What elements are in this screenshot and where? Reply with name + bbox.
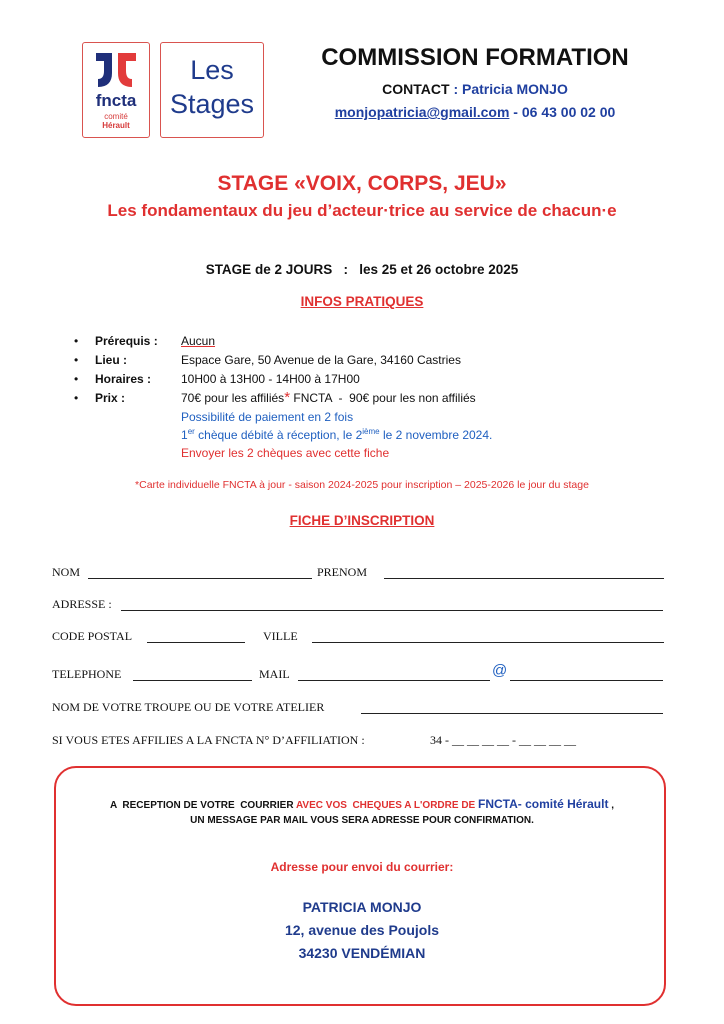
fncta-comite-label: comité xyxy=(104,112,128,121)
telephone-label: TELEPHONE xyxy=(52,667,122,681)
lieu-label: Lieu : xyxy=(95,353,127,367)
cheque-line xyxy=(181,427,492,443)
contact-name: Patricia MONJO xyxy=(462,81,568,97)
telephone-field[interactable] xyxy=(133,680,252,681)
horaires-label: Horaires : xyxy=(95,372,152,386)
prenom-field[interactable] xyxy=(384,578,664,579)
contact-separator: - xyxy=(509,104,522,120)
cheques-order-text: AVEC VOS CHEQUES A L'ORDRE DE xyxy=(295,800,478,811)
paiement-line: Possibilité de paiement en 2 fois xyxy=(181,410,354,424)
nom-label: NOM xyxy=(52,565,81,579)
bullet-icon: • xyxy=(74,391,79,405)
les-stages-line1: Les xyxy=(190,55,234,85)
cheque-sup-er: er xyxy=(187,427,195,436)
lieu-value: Espace Gare, 50 Avenue de la Gare, 34160 Castries xyxy=(181,353,461,367)
adresse-label: ADRESSE : xyxy=(52,597,112,611)
address-heading: Adresse pour envoi du courrier: xyxy=(270,860,454,874)
code-postal-field[interactable] xyxy=(147,642,245,643)
fiche-inscription-heading: FICHE D’INSCRIPTION xyxy=(289,513,435,528)
address-city: 34230 VENDÉMIAN xyxy=(298,945,426,961)
fncta-wordmark: fncta xyxy=(95,91,137,110)
fncta-logo xyxy=(82,42,150,138)
bullet-icon: • xyxy=(74,353,79,367)
courrier-info-box xyxy=(54,766,666,1006)
fncta-emblem-icon xyxy=(92,51,140,91)
cheque-sup-ieme: ième xyxy=(362,427,380,436)
prix-affilies: 70€ pour les affiliés xyxy=(181,391,285,405)
horaires-value: 10H00 à 13H00 - 14H00 à 17H00 xyxy=(181,372,360,386)
prenom-label: PRENOM xyxy=(317,565,368,579)
mail-user-field[interactable] xyxy=(298,680,490,681)
carte-footnote: *Carte individuelle FNCTA à jour - saison 2024-2025 pour inscription – 2025-2026 le jour du stage xyxy=(135,479,589,491)
commission-title: COMMISSION FORMATION xyxy=(321,44,629,71)
envoyer-line: Envoyer les 2 chèques avec cette fiche xyxy=(181,446,390,460)
mail-label: MAIL xyxy=(259,667,290,681)
contact-sep: : xyxy=(449,81,463,97)
fncta-herault-label: Hérault xyxy=(102,121,130,130)
address-street: 12, avenue des Poujols xyxy=(284,922,440,938)
ville-field[interactable] xyxy=(312,642,664,643)
stage-subtitle: Les fondamentaux du jeu d’acteur·trice au service de chacun·e xyxy=(107,201,617,220)
troupe-label: NOM DE VOTRE TROUPE OU DE VOTRE ATELIER xyxy=(52,700,325,714)
reception-text: A RECEPTION DE VOTRE COURRIER xyxy=(110,800,296,811)
les-stages-logo xyxy=(160,42,264,138)
contact-details xyxy=(300,104,650,120)
prerequis-label: Prérequis : xyxy=(95,334,158,348)
prix-label: Prix : xyxy=(95,391,126,405)
contact-phone: 06 43 00 02 00 xyxy=(521,104,616,120)
bullet-icon: • xyxy=(74,334,79,348)
reception-comma: , xyxy=(608,800,614,811)
at-sign-icon: @ xyxy=(492,662,508,679)
affiliation-number-field[interactable]: 34 - __ __ __ __ - __ __ __ __ xyxy=(430,733,576,747)
contact-label: CONTACT xyxy=(382,81,450,97)
prix-value xyxy=(181,390,476,406)
adresse-field[interactable] xyxy=(121,610,663,611)
cheque-part-c: le 2 novembre 2024. xyxy=(379,428,493,442)
infos-pratiques-heading: INFOS PRATIQUES xyxy=(300,294,424,309)
bullet-icon: • xyxy=(74,372,79,386)
prerequis-value: Aucun xyxy=(181,334,216,348)
les-stages-line2: Stages xyxy=(169,89,255,119)
fncta-payee: FNCTA- comité Hérault xyxy=(477,797,609,811)
contact-line xyxy=(300,81,650,97)
reception-line-2: UN MESSAGE PAR MAIL VOUS SERA ADRESSE POUR CONFIRMATION. xyxy=(190,815,534,826)
nom-field[interactable] xyxy=(88,578,312,579)
ville-label: VILLE xyxy=(263,629,298,643)
code-postal-label: CODE POSTAL xyxy=(52,629,133,643)
stage-title: STAGE «VOIX, CORPS, JEU» xyxy=(217,172,507,195)
stage-dates: STAGE de 2 JOURS : les 25 et 26 octobre 2025 xyxy=(205,262,519,277)
reception-line-1 xyxy=(56,797,668,811)
prix-asterisk: * xyxy=(284,389,291,406)
mail-domain-field[interactable] xyxy=(510,680,663,681)
cheque-part-a: 1 xyxy=(181,428,188,442)
cheque-part-b: chèque débité à réception, le 2 xyxy=(194,428,363,442)
address-name: PATRICIA MONJO xyxy=(302,899,422,915)
troupe-field[interactable] xyxy=(361,713,663,714)
contact-email-link[interactable]: monjopatricia@gmail.com xyxy=(334,104,510,120)
affiliation-label: SI VOUS ETES AFFILIES A LA FNCTA N° D’AFFILIATION : xyxy=(52,733,365,747)
prix-non-affilies: FNCTA - 90€ pour les non affiliés xyxy=(290,391,476,405)
